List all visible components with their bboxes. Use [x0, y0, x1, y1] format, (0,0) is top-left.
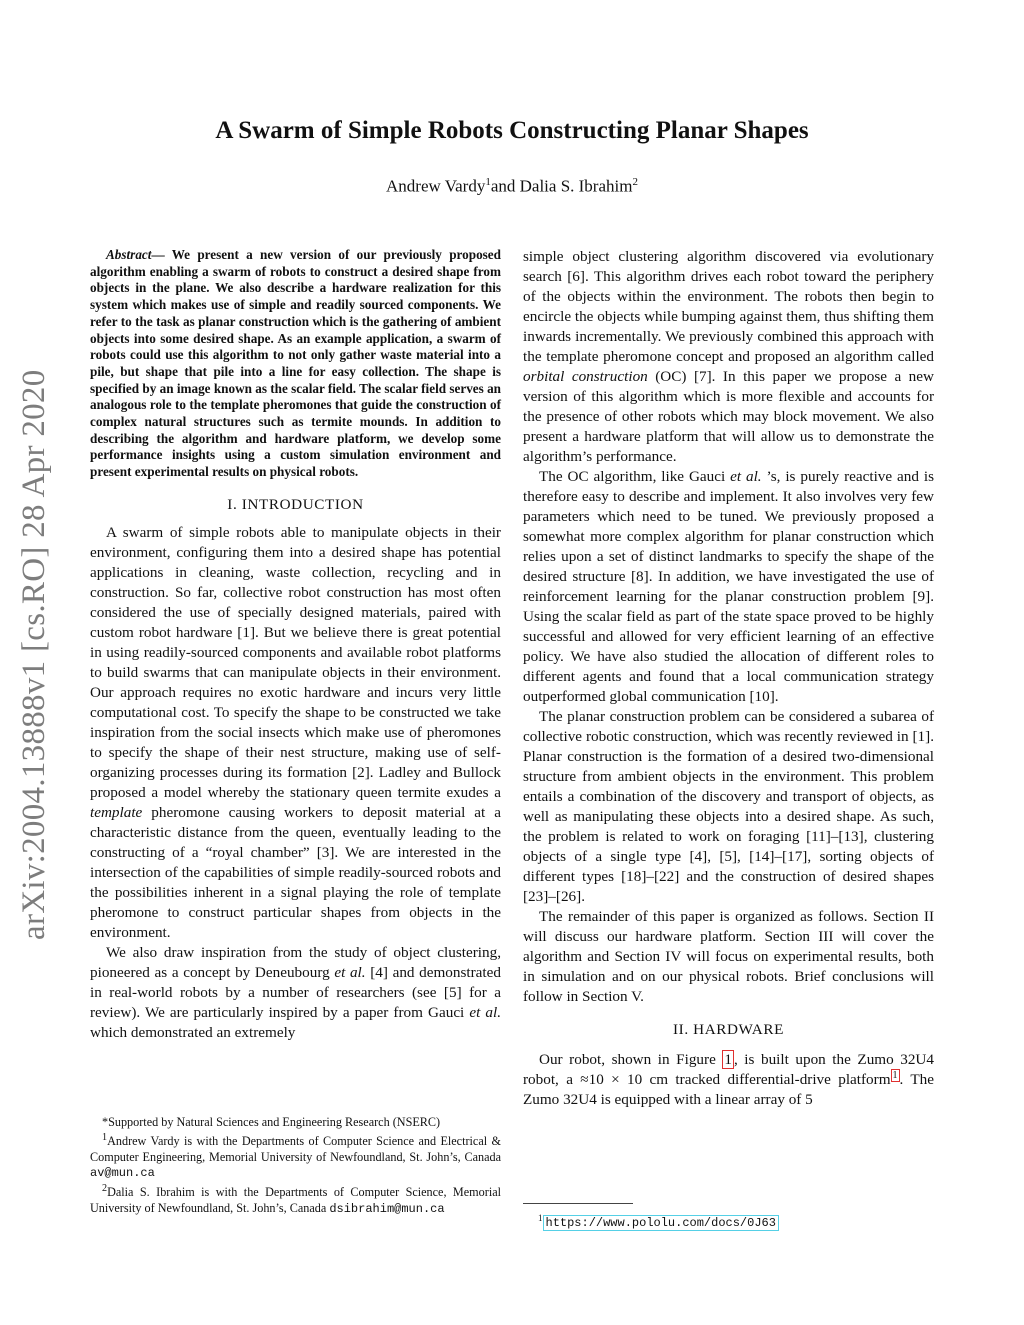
intro-p2-emphasis-1: et al. — [334, 963, 366, 981]
section-heading-introduction: I. INTRODUCTION — [227, 495, 364, 513]
author-1: Andrew Vardy — [386, 176, 486, 196]
right-p1-text-b: (OC) [7]. In this paper we propose a new version of this algorithm which is more flexible and accounts for the presence of other robots which may block movement. We also present a hardware platform that will allow us to demonstrate the algorithm’s performance. — [523, 368, 934, 465]
intro-p2-text-b: [4] and demonstrated in real-world robots by a number of researchers (see [5] for a review). We are particularly inspired by a paper from Gauci — [90, 963, 501, 1021]
figure-1-link[interactable]: 1 — [724, 1051, 732, 1068]
intro-p1-text-a: A swarm of simple robots able to manipulate objects in their environment, configuring them into a desired shape has potential applications in cleaning, waste collection, recycling and in construction. So far, collective robot construction has most often considered the use of specially designed materials, paired with custom robot hardware [1]. But we believe there is great potential in using readily-sourced components and available robot platforms to build swarms that can manipulate objects in their environment. Our approach requires no exotic hardware and incurs very little computational cost. To specify the shape to be constructed we take inspiration from the social insects which make use of pheromones to specify the shape of their nest structure, making use of self-organizing processes during its formation [2]. Ladley and Bullock proposed a model whereby the stationary queen termite exudes a — [90, 523, 501, 801]
right-paragraph-4: The remainder of this paper is organized as follows. Section II will discuss our hardware platform. Section III will cover the algorithm and Section IV will focus on experimental results, both in simulation and on our physical robots. Brief conclusions will follow in Section V. — [523, 908, 934, 1005]
right-paragraph-3: The planar construction problem can be considered a subarea of collective robotic construction, which was recently reviewed in [1]. Planar construction is the formation of a desired two-dimensional structure from ambient objects in the environment. This problem entails a combination of the discovery and transport of objects, as well as manipulating these objects into a desired shape. As such, the problem is related to work on foraging [11]–[13], clustering objects of a single type [4], [5], [14]–[17], sorting objects of different types [18]–[22] and the construction of desired shapes [23]–[26]. — [523, 708, 934, 905]
footnote-rule — [523, 1203, 633, 1204]
hardware-p1-text-a: Our robot, shown in Figure — [539, 1051, 723, 1068]
right-p2-emphasis: et al. — [730, 468, 762, 485]
right-p2-text-a: The OC algorithm, like Gauci — [539, 468, 731, 485]
abstract — [90, 247, 501, 481]
footnote-right-marker: 1 — [538, 1213, 543, 1223]
hardware-p1-text-b: , is built upon the Zumo 32U4 robot, a ≈10 × 10 cm tracked differential-drive platform — [523, 1051, 934, 1088]
footnote-affiliation-1 — [90, 1130, 501, 1181]
footnote-2-text: Dalia S. Ibrahim is with the Departments of Computer Science, Memorial University of Newfoundland, St. John’s, Canada — [90, 1185, 501, 1215]
footnote-1-link[interactable]: 1 — [892, 1069, 898, 1081]
author-line — [0, 176, 1024, 197]
footnote-affiliation-2 — [90, 1181, 501, 1217]
intro-p1-emphasis: template — [90, 803, 143, 821]
pololu-url-link[interactable]: https://www.pololu.com/docs/0J63 — [543, 1215, 779, 1231]
footnote-1-text: Andrew Vardy is with the Departments of Computer Science and Electrical & Computer Engineering, Memorial University of Newfoundland, St. John’s, Canada — [90, 1134, 501, 1164]
section-heading-hardware: II. HARDWARE — [673, 1021, 784, 1038]
email-vardy[interactable]: av@mun.ca — [90, 1165, 155, 1180]
abstract-label: Abstract — [106, 247, 152, 262]
intro-p1-text-b: pheromone causing workers to deposit material at a characteristic distance from the queen, eventually leading to the constructing of a “royal chamber” [3]. We are interested in the intersection of the capabilities of simple readily-sourced robots and the possibilities inherent in a signal playing the role of template pheromone to construct particular shapes from objects in the environment. — [90, 803, 501, 941]
arxiv-identifier[interactable]: arXiv:2004.13888v1 [cs.RO] 28 Apr 2020 — [16, 369, 52, 940]
right-column — [523, 247, 934, 1110]
abstract-dash: — — [151, 247, 172, 262]
intro-p2-text-c: which demonstrated an extremely — [90, 1023, 296, 1041]
right-paragraph-2 — [523, 467, 934, 707]
intro-p2-emphasis-2: et al. — [469, 1003, 501, 1021]
author-2: and Dalia S. Ibrahim — [490, 176, 633, 196]
hardware-paragraph-1 — [523, 1050, 934, 1110]
email-ibrahim[interactable]: dsibrahim@mun.ca — [329, 1201, 445, 1216]
footnotes-left — [90, 1115, 501, 1217]
right-p1-text-a: simple object clustering algorithm discovered via evolutionary search [6]. This algorithm drives each robot toward the periphery of the objects within the environment. The robots then begin to encircle the objects while bumping against them, thus shifting them inwards incrementally. We previously combined this approach with the template pheromone concept and proposed an algorithm called — [523, 248, 934, 365]
intro-paragraph-1 — [90, 523, 501, 943]
footnote-right — [538, 1210, 779, 1231]
author-2-affiliation: 2 — [632, 176, 638, 188]
intro-p2-text-a: We also draw inspiration from the study of object clustering, pioneered as a concept by Deneubourg — [90, 943, 501, 981]
footnote-1-marker: 1 — [102, 1132, 108, 1144]
intro-paragraph-2 — [90, 943, 501, 1043]
right-p2-text-b: ’s, is purely reactive and is therefore easy to describe and implement. It also involves very few parameters which need to be tuned. We previously proposed a somewhat more complex algorithm for planar construction which relies upon a set of distinct landmarks to specify the shape of the desired structure [8]. In addition, we have investigated the use of reinforcement learning for the planar construction problem [9]. Using the scalar field as part of the state space proved to be highly successful and allowed for very efficient learning of an effective policy. We have also studied the allocation of different roles to different agents and found that a local communication strategy outperformed global communication [10]. — [523, 468, 934, 705]
right-p1-emphasis: orbital construction — [523, 368, 648, 385]
paper-title: A Swarm of Simple Robots Constructing Planar Shapes — [215, 117, 809, 144]
right-paragraph-1 — [523, 247, 934, 467]
footnote-funding: *Supported by Natural Sciences and Engineering Research (NSERC) — [102, 1115, 441, 1129]
hardware-p1-text-c: . The Zumo 32U4 is equipped with a linear array of 5 — [523, 1071, 934, 1108]
abstract-text: We present a new version of our previously proposed algorithm enabling a swarm of robots to construct a desired shape from objects in the plane. We also describe a hardware realization for this system which makes use of simple and readily sourced components. We refer to the task as planar construction which is the gathering of ambient objects into some desired shape. As an example application, a swarm of robots could use this algorithm to not only gather waste material into a pile, but shape that pile into a line for easy collection. The shape is specified by an image known as the scalar field. The scalar field serves an analogous role to the template pheromones that guide the construction of complex natural structures such as termite mounds. In addition to describing the algorithm and hardware platform, we develop some performance insights using a custom simulation environment and present experimental results on physical robots. — [90, 247, 502, 480]
author-1-affiliation: 1 — [485, 176, 491, 188]
footnote-2-marker: 2 — [102, 1183, 108, 1195]
left-column — [90, 247, 501, 1043]
